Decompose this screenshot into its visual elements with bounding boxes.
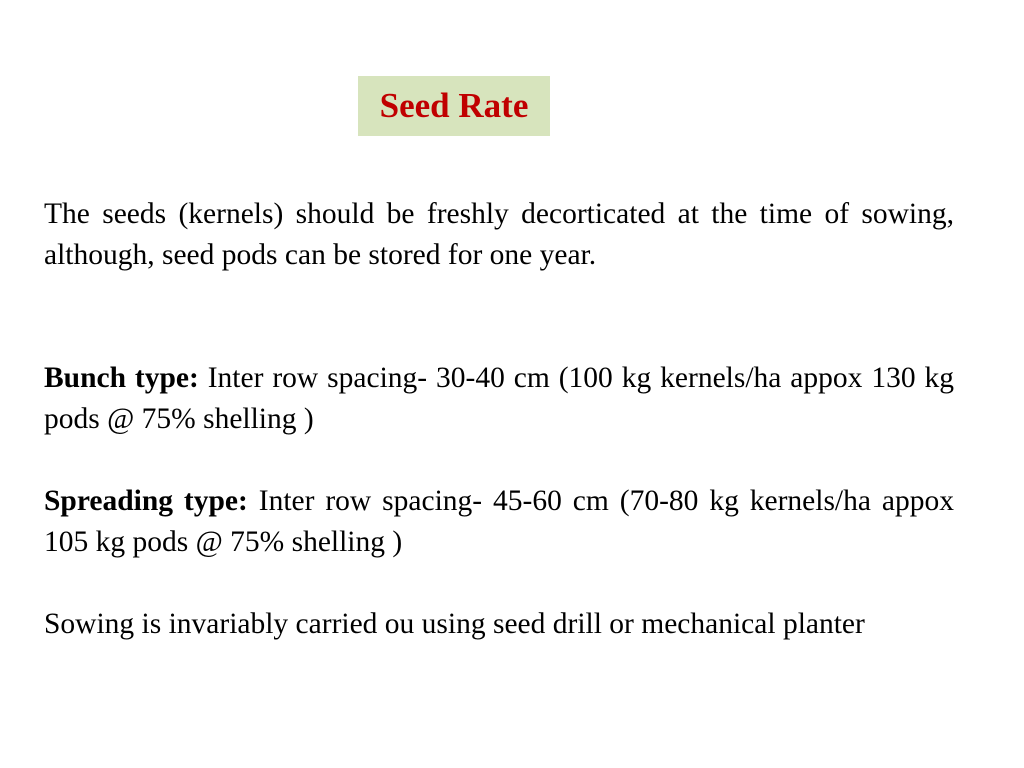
spreading-type-text: Inter row spacing- 45-60 cm (70-80 kg kernels/ha appox 105 kg pods @ 75% shelling ): [44, 485, 954, 558]
slide-title: Seed Rate: [379, 86, 529, 125]
bunch-type-text: Inter row spacing- 30-40 cm (100 kg kernels/ha appox 130 kg pods @ 75% shelling ): [44, 362, 954, 435]
spreading-type-label: Spreading type:: [44, 485, 248, 517]
bunch-type-label: Bunch type:: [44, 362, 199, 394]
paragraph-seed-storage-text: The seeds (kernels) should be freshly decorticated at the time of sowing, although, seed pods can be stored for one year.: [44, 198, 954, 271]
slide-title-box: [358, 76, 550, 136]
paragraph-seed-storage: [44, 194, 954, 276]
paragraph-bunch-type: [44, 358, 954, 440]
paragraph-sowing-method: [44, 604, 954, 645]
paragraph-spreading-type: [44, 481, 954, 563]
paragraph-sowing-method-text: Sowing is invariably carried ou using seed drill or mechanical planter: [44, 608, 865, 640]
